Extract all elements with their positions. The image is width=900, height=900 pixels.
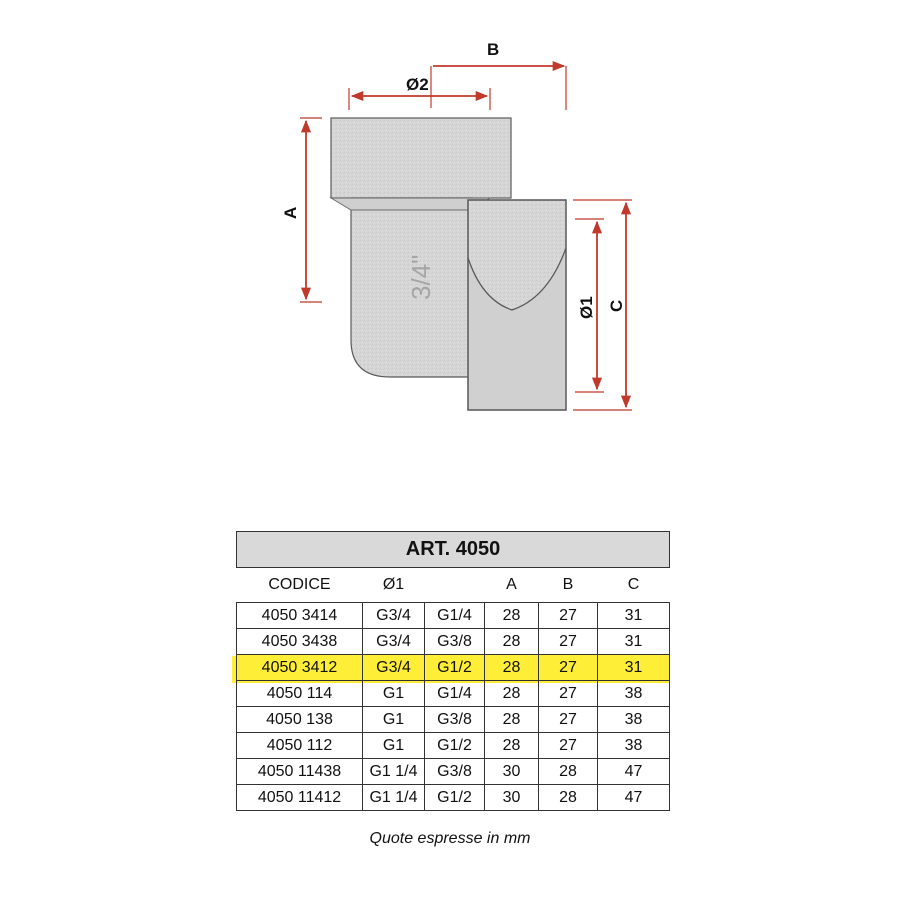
cell-codice: 4050 3412: [237, 655, 363, 681]
cell-c: 38: [598, 707, 670, 733]
cell-b: 27: [539, 681, 598, 707]
cell-d2: G1/2: [425, 785, 485, 811]
cell-d2: G3/8: [425, 759, 485, 785]
dimension-d2-label: Ø2: [406, 75, 429, 94]
cell-d2: G1/4: [425, 603, 485, 629]
header-blank: [425, 568, 485, 603]
cell-c: 47: [598, 759, 670, 785]
cell-a: 28: [485, 681, 539, 707]
cell-codice: 4050 114: [237, 681, 363, 707]
dimension-a: [281, 118, 322, 302]
cell-codice: 4050 11438: [237, 759, 363, 785]
cell-c: 38: [598, 681, 670, 707]
cell-d2: G1/2: [425, 655, 485, 681]
cell-c: 31: [598, 655, 670, 681]
elbow-fitting: [331, 118, 566, 410]
cell-b: 28: [539, 759, 598, 785]
dimension-a-label: A: [281, 206, 300, 219]
spec-table: [236, 531, 670, 811]
cell-b: 28: [539, 785, 598, 811]
table-body: [237, 603, 670, 811]
cell-a: 28: [485, 655, 539, 681]
cell-c: 31: [598, 629, 670, 655]
cell-d1: G1: [363, 733, 425, 759]
cell-b: 27: [539, 655, 598, 681]
cell-a: 28: [485, 733, 539, 759]
table-row: [237, 707, 670, 733]
cell-d1: G1 1/4: [363, 785, 425, 811]
cell-codice: 4050 138: [237, 707, 363, 733]
cell-codice: 4050 3414: [237, 603, 363, 629]
header-d1: Ø1: [382, 576, 405, 593]
table-row: [237, 785, 670, 811]
table-header-row: [237, 568, 670, 603]
table-row: [237, 629, 670, 655]
cell-d1: G3/4: [363, 655, 425, 681]
cell-a: 28: [485, 707, 539, 733]
header-a: A: [506, 576, 517, 593]
dimension-d2: [349, 75, 490, 110]
top-collar: [331, 118, 511, 198]
table-row: [237, 759, 670, 785]
cell-a: 30: [485, 759, 539, 785]
cell-c: 31: [598, 603, 670, 629]
cell-codice: 4050 11412: [237, 785, 363, 811]
cell-a: 30: [485, 785, 539, 811]
cell-d1: G3/4: [363, 629, 425, 655]
dimension-d1-label: Ø1: [577, 296, 596, 319]
cell-d1: G3/4: [363, 603, 425, 629]
cell-b: 27: [539, 707, 598, 733]
cell-a: 28: [485, 629, 539, 655]
cell-a: 28: [485, 603, 539, 629]
dimension-b-label: B: [487, 40, 500, 59]
cell-b: 27: [539, 603, 598, 629]
table-title: ART. 4050: [237, 532, 670, 568]
cell-d1: G1: [363, 707, 425, 733]
table-row: [237, 733, 670, 759]
header-b: B: [562, 576, 574, 593]
cell-c: 38: [598, 733, 670, 759]
dimension-b: [431, 40, 566, 110]
collar-taper: [331, 198, 490, 210]
cell-d1: G1 1/4: [363, 759, 425, 785]
cell-b: 27: [539, 629, 598, 655]
footnote: Quote espresse in mm: [369, 830, 531, 847]
cell-d2: G3/8: [425, 629, 485, 655]
size-engraving: 3/4": [406, 254, 436, 300]
cell-d2: G1/2: [425, 733, 485, 759]
cell-d2: G1/4: [425, 681, 485, 707]
cell-d1: G1: [363, 681, 425, 707]
table-row: [237, 603, 670, 629]
dimension-d1: [575, 219, 604, 392]
table-row: [237, 681, 670, 707]
table-row: [237, 655, 670, 681]
header-c: C: [627, 576, 640, 593]
cell-b: 27: [539, 733, 598, 759]
dimension-c-label: C: [607, 299, 626, 312]
cell-codice: 4050 3438: [237, 629, 363, 655]
cell-c: 47: [598, 785, 670, 811]
cell-d2: G3/8: [425, 707, 485, 733]
cell-codice: 4050 112: [237, 733, 363, 759]
header-codice: CODICE: [268, 576, 331, 593]
